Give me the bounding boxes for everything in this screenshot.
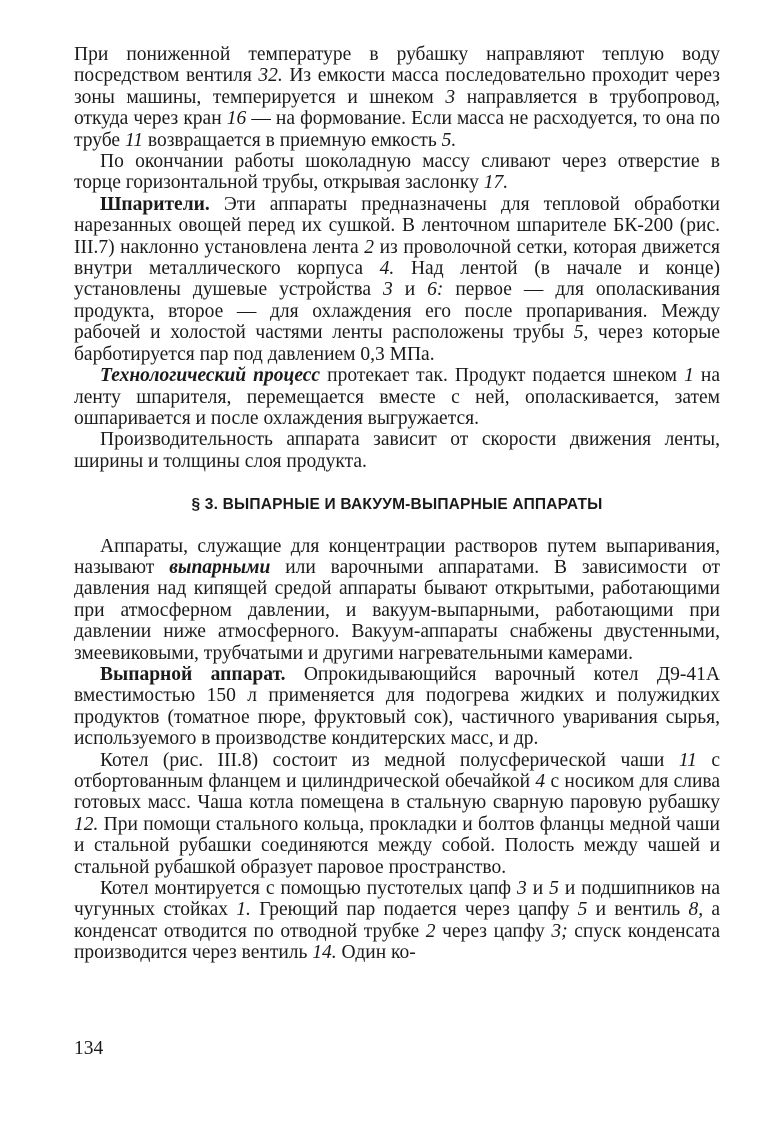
text-run: Технологический процесс [100, 365, 321, 387]
text-run: 5 [549, 878, 559, 900]
text-run: 3 [382, 279, 393, 301]
text-run: на ленту шпарителя, перемещается вместе с ней, ополаскивается, затем ошпаривается и после охлаждения выгружается. [74, 365, 721, 429]
text-run: и [392, 279, 428, 301]
text-run: Аппараты, служащие для концентрации растворов путем выпаривания, называют [74, 535, 720, 578]
text-run: Над лентой (в начале и конце) установлены душевые устройства [74, 258, 720, 301]
text-run: 4 [535, 771, 546, 792]
paragraph [74, 429, 720, 472]
paragraph [74, 878, 720, 964]
text-run: спуск конденсата производится через вентиль [74, 920, 720, 964]
text-run: или варочными аппаратами. В зависимости от давления над кипящей средой аппараты бывают открытыми, работающими при атмосферном давлении, и вакуум-выпарными, работающими при давлении ниже атмосферного. Вакуум-аппараты снабжены двустенными, змеевиковыми, трубчатыми и другими нагревательными камерами. [74, 556, 721, 664]
text-run: Опрокидывающийся варочный котел Д9-41А вместимостью 150 л применяется для подогрева жидких и полужидких продуктов (томатное пюре, фруктовый сок), частичного уваривания сырья, используемого в производстве кондитерских масс, и др. [74, 663, 720, 750]
text-run: выпарными [169, 556, 271, 578]
text-run: Один ко- [336, 942, 416, 964]
text-run: первое — для ополаскивания продукта, второе — для охлаждения его после пропаривания. Между рабочей и холостой частями ленты расположены трубы [74, 279, 720, 344]
text-run: с отбортованным фланцем и цилиндрической обечайкой [74, 749, 720, 792]
text-run: 12. [74, 813, 99, 835]
text-run: из проволочной сетки, которая движется внутри металлического корпуса [74, 236, 720, 280]
text-run: 17. [483, 172, 509, 194]
text-run: 6: [427, 279, 444, 301]
text-run: 3 [517, 878, 527, 900]
text-run: и вентиль [587, 899, 689, 921]
paragraph [74, 44, 720, 151]
text-run: 32. [258, 65, 283, 87]
text-run: 16 [226, 108, 247, 130]
paragraphs-top [74, 44, 720, 472]
text-run: и [526, 878, 550, 900]
text-run: 14. [312, 942, 337, 964]
text-run: 2 [364, 236, 375, 258]
text-run: 5, [573, 322, 589, 344]
text-run: Котел (рис. III.8) состоит из медной полусферической чаши [100, 749, 679, 771]
text-run: с носиком для слива готовых масс. Чаша котла помещена в стальную сварную паровую рубашку [74, 771, 721, 814]
paragraph [74, 151, 720, 194]
text-run: Греющий пар подается через цапфу [250, 899, 578, 921]
text-run: 2 [425, 920, 436, 942]
text-run: 11 [124, 129, 144, 151]
text-run: 1. [236, 899, 251, 921]
text-run: 3; [551, 920, 568, 942]
text-run: При пониженной температуре в рубашку направляют теплую воду посредством вентиля [74, 44, 720, 87]
text-run: направляется в трубопровод, откуда через кран [74, 86, 721, 130]
paragraph [74, 664, 720, 750]
page-number: 134 [74, 1038, 104, 1059]
text-run: Котел монтируется с помощью пустотелых цапф [100, 878, 517, 900]
text-run: 1 [684, 365, 694, 387]
text-run: По окончании работы шоколадную массу сливают через отверстие в торце горизонтальной трубы, открывая заслонку [74, 151, 720, 194]
text-run: Из емкости масса последовательно проходит через зоны машины, темперируется и шнеком [74, 65, 720, 108]
text-run: Эти аппараты предназначены для тепловой обработки нарезанных овощей перед их сушкой. В ленточном шпарителе БК-200 (рис. III.7) наклонно установлена лента [74, 193, 720, 258]
text-run: Шпарители. [100, 193, 210, 215]
page-body [74, 44, 720, 964]
text-run: 8, [688, 899, 704, 921]
text-run: через цапфу [435, 920, 552, 942]
text-run: 4. [379, 258, 395, 280]
text-run: через которые барботируется пар под давлением 0,3 МПа. [74, 322, 720, 365]
text-run: а конденсат отводится по отводной трубке [74, 899, 721, 942]
paragraph [74, 194, 720, 365]
paragraph [74, 750, 720, 878]
text-run: 5 [577, 899, 588, 921]
section-heading: § 3. ВЫПАРНЫЕ И ВАКУУМ-ВЫПАРНЫЕ АППАРАТЫ [191, 496, 603, 514]
text-run: Выпарной аппарат. [100, 663, 286, 685]
text-run: Производительность аппарата зависит от скорости движения ленты, ширины и толщины слоя продукта. [74, 429, 720, 472]
text-run: протекает так. Продукт подается шнеком [320, 365, 685, 387]
text-run: и подшипников на чугунных стойках [74, 878, 721, 921]
paragraph [74, 365, 720, 429]
text-run: возвращается в приемную емкость [143, 129, 442, 151]
text-run: — на формование. Если масса не расходуется, то она по трубе [74, 108, 720, 151]
paragraphs-bottom [74, 536, 720, 964]
text-run: 11 [678, 749, 697, 771]
text-run: 3 [445, 86, 456, 108]
text-run: При помощи стального кольца, прокладки и болтов фланцы медной чаши и стальной рубашки соединяются между собой. Полость между чашей и стальной рубашкой образует паровое пространство. [74, 813, 720, 878]
paragraph [74, 536, 720, 664]
text-run: 5. [441, 129, 457, 151]
